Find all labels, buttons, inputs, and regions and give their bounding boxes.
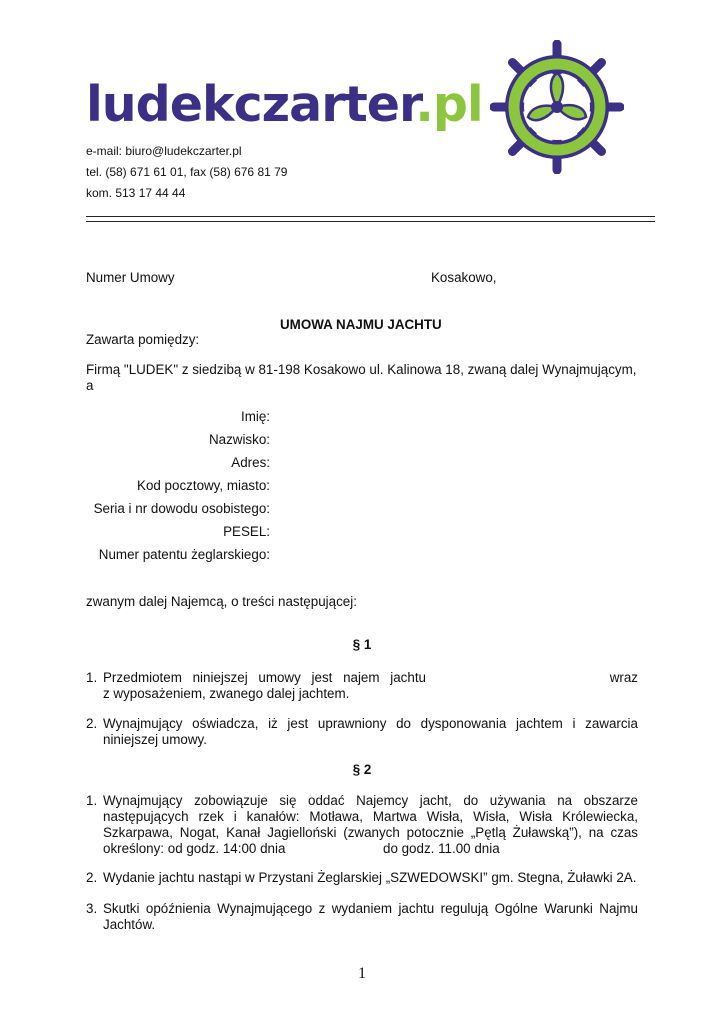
contract-title: UMOWA NAJMU JACHTU [280, 317, 442, 332]
header-divider-top [86, 216, 655, 217]
field-pesel-label: PESEL: [223, 524, 270, 539]
section-2-item-2 [86, 870, 638, 886]
item-text-end: wraz [609, 670, 638, 685]
contact-mobile: kom. 513 17 44 44 [86, 186, 186, 200]
page-number: 1 [358, 965, 366, 982]
contract-number-label: Numer Umowy [86, 270, 175, 285]
item-date-from: określony: od godz. 14:00 dnia [103, 841, 286, 856]
item-number: 1. [86, 670, 98, 685]
field-last-name-label: Nazwisko: [208, 432, 270, 447]
item-text-start: Przedmiotem niniejszej umowy jest najem jachtu [103, 670, 426, 685]
item-number: 3. [86, 901, 98, 916]
section-2-item-1 [86, 793, 638, 857]
logo-name: ludekczarter [86, 76, 416, 133]
company-logo-text [86, 76, 483, 134]
company-and: a [86, 378, 94, 393]
section-2-title: § 2 [352, 762, 372, 777]
logo-domain: .pl [415, 76, 483, 133]
item-text: Wynajmujący oświadcza, iż jest uprawniony do dysponowania jachtem i zawarcia niniejszej umowy. [103, 716, 638, 747]
section-1-title: § 1 [352, 637, 372, 652]
item-date-to: do godz. 11.00 dnia [383, 841, 500, 856]
item-text-continued: z wyposażeniem, zwanego dalej jachtem. [103, 686, 350, 701]
company-line: Firmą "LUDEK" z siedzibą w 81-198 Kosakowo ul. Kalinowa 18, zwaną dalej Wynajmującym, [86, 362, 637, 377]
section-1-item-2 [86, 716, 638, 748]
field-postal-city-label: Kod pocztowy, miasto: [137, 478, 270, 493]
item-text: Wynajmujący zobowiązuje się oddać Najemcy jacht, do używania na obszarze następujących rzek i kanałów: Motława, Martwa Wisła, Wisła, Wisła Królewiecka, Szkarpawa, Nogat, Kanał Jagielloński (zwanych potocznie „Pętlą Żuławską”), na czas [103, 793, 638, 840]
hirer-line: zwanym dalej Najemcą, o treści następującej: [86, 594, 357, 609]
field-license-label: Numer patentu żeglarskiego: [98, 547, 270, 562]
ship-wheel-icon [490, 40, 624, 174]
contact-email: e-mail: biuro@ludekczarter.pl [86, 144, 242, 158]
contract-between: Zawarta pomiędzy: [86, 332, 200, 347]
contact-phone: tel. (58) 671 61 01, fax (58) 676 81 79 [86, 165, 288, 179]
field-id-number-label: Seria i nr dowodu osobistego: [93, 501, 270, 516]
item-number: 2. [86, 870, 98, 885]
item-number: 1. [86, 793, 98, 808]
item-text: Wydanie jachtu nastąpi w Przystani Żeglarskiej „SZWEDOWSKI” gm. Stegna, Żuławki 2A. [103, 870, 637, 885]
section-1-item-1 [86, 670, 638, 702]
field-address-label: Adres: [231, 455, 270, 470]
section-2-item-3 [86, 901, 638, 933]
contract-place: Kosakowo, [431, 270, 497, 285]
item-number: 2. [86, 716, 98, 731]
header-divider-bottom [86, 221, 655, 222]
item-text: Skutki opóźnienia Wynajmującego z wydaniem jachtu regulują Ogólne Warunki Najmu Jachtów. [103, 901, 638, 932]
field-first-name-label: Imię: [240, 409, 270, 424]
